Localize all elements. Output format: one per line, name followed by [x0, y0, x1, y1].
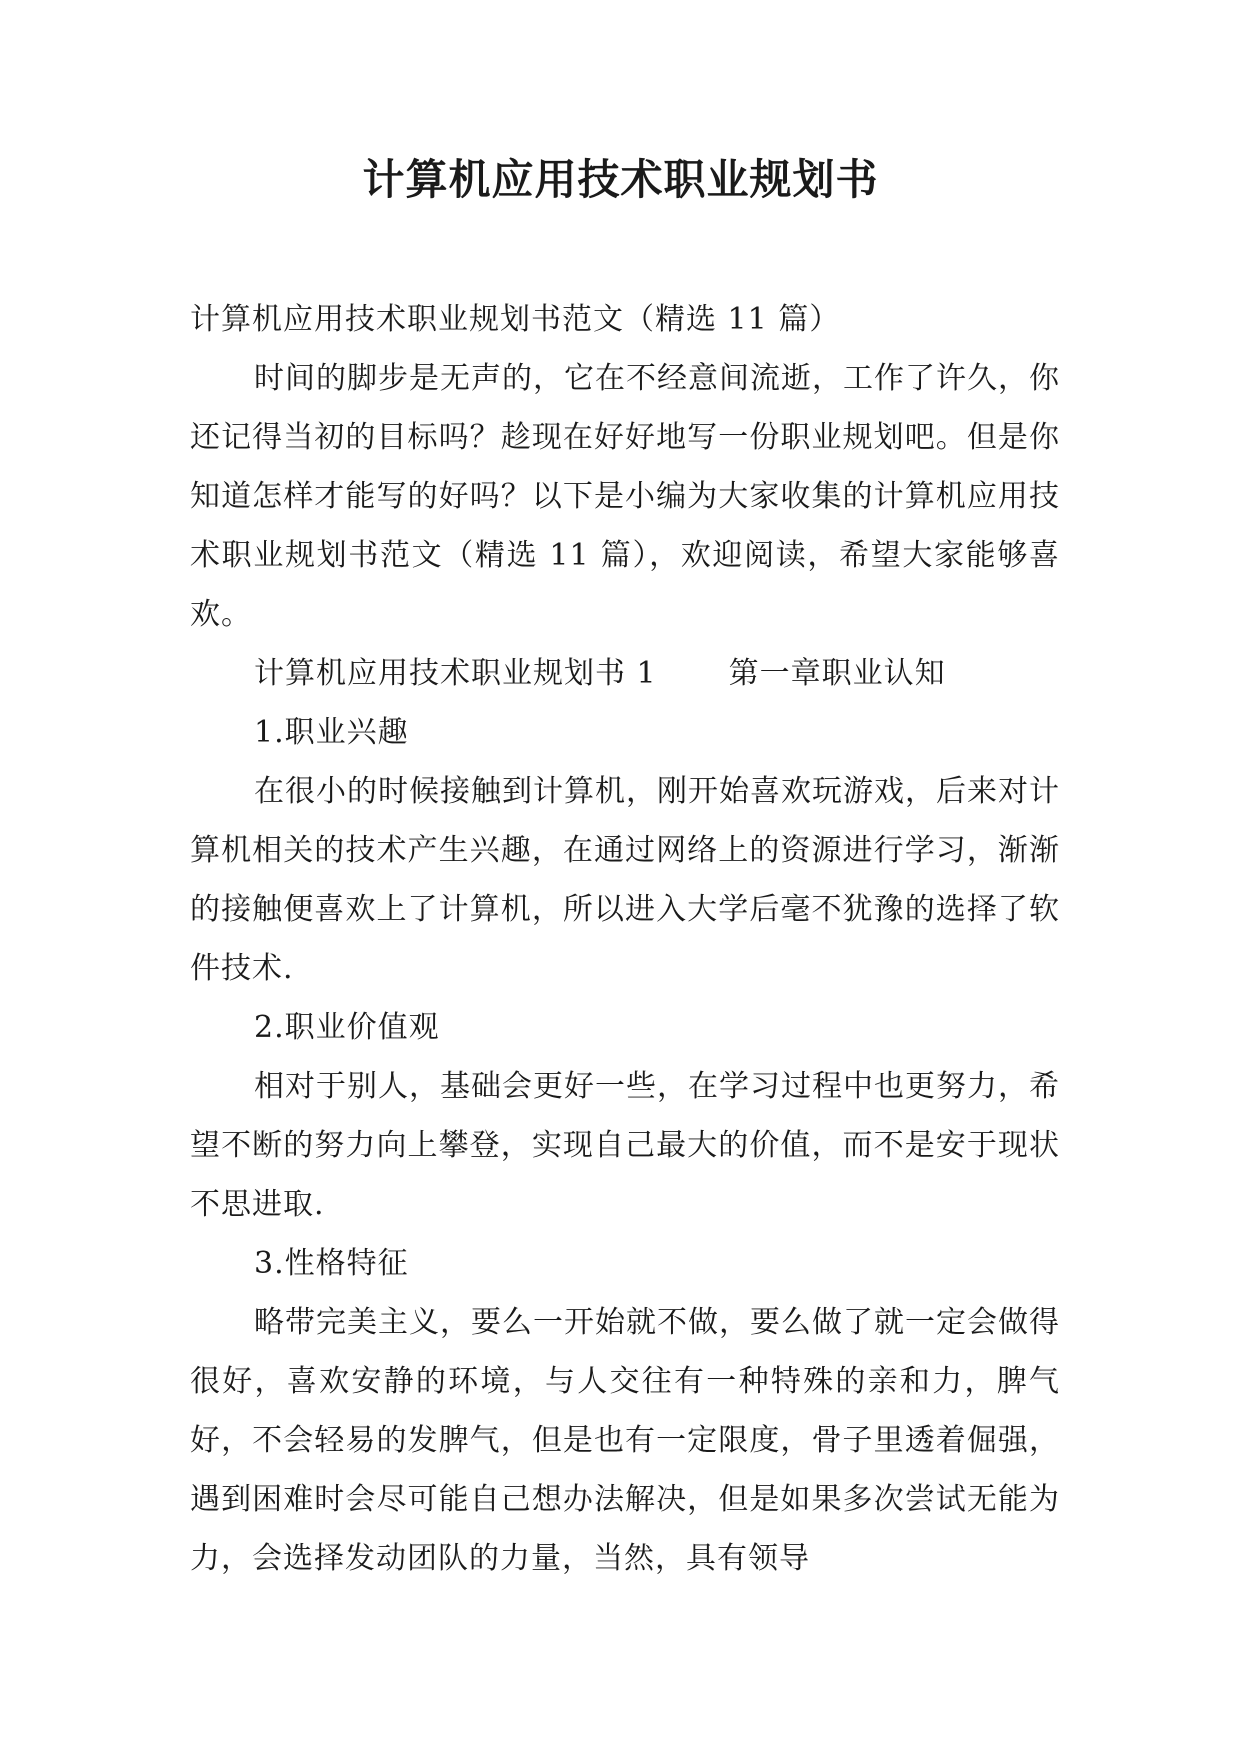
section-title: 计算机应用技术职业规划书 1	[254, 656, 657, 691]
item-paragraph: 略带完美主义，要么一开始就不做，要么做了就一定会做得很好，喜欢安静的环境，与人交往有一种特殊的亲和力，脾气好，不会轻易的发脾气，但是也有一定限度，骨子里透着倔强，遇到困难时会尽可能自己想办法解决，但是如果多次尝试无能为力，会选择发动团队的力量，当然，具有领导	[190, 1305, 1060, 1576]
document-body	[190, 290, 1060, 1588]
item-heading: 1.职业兴趣	[254, 715, 409, 750]
section-heading-line	[190, 644, 1060, 703]
chapter-title: 第一章职业认知	[728, 656, 946, 691]
document-subtitle: 计算机应用技术职业规划书范文（精选 11 篇）	[190, 302, 841, 337]
document-title: 计算机应用技术职业规划书	[362, 155, 879, 204]
item-paragraph: 相对于别人，基础会更好一些，在学习过程中也更努力，希望不断的努力向上攀登，实现自己最大的价值，而不是安于现状不思进取.	[190, 1069, 1060, 1222]
intro-paragraph: 时间的脚步是无声的，它在不经意间流逝，工作了许久，你还记得当初的目标吗？趁现在好好地写一份职业规划吧。但是你知道怎样才能写的好吗？以下是小编为大家收集的计算机应用技术职业规划书范文（精选 11 篇），欢迎阅读，希望大家能够喜欢。	[190, 361, 1060, 632]
item-paragraph: 在很小的时候接触到计算机，刚开始喜欢玩游戏，后来对计算机相关的技术产生兴趣，在通过网络上的资源进行学习，渐渐的接触便喜欢上了计算机，所以进入大学后毫不犹豫的选择了软件技术.	[190, 774, 1060, 986]
item-heading: 3.性格特征	[254, 1246, 409, 1281]
item-heading: 2.职业价值观	[254, 1010, 440, 1045]
